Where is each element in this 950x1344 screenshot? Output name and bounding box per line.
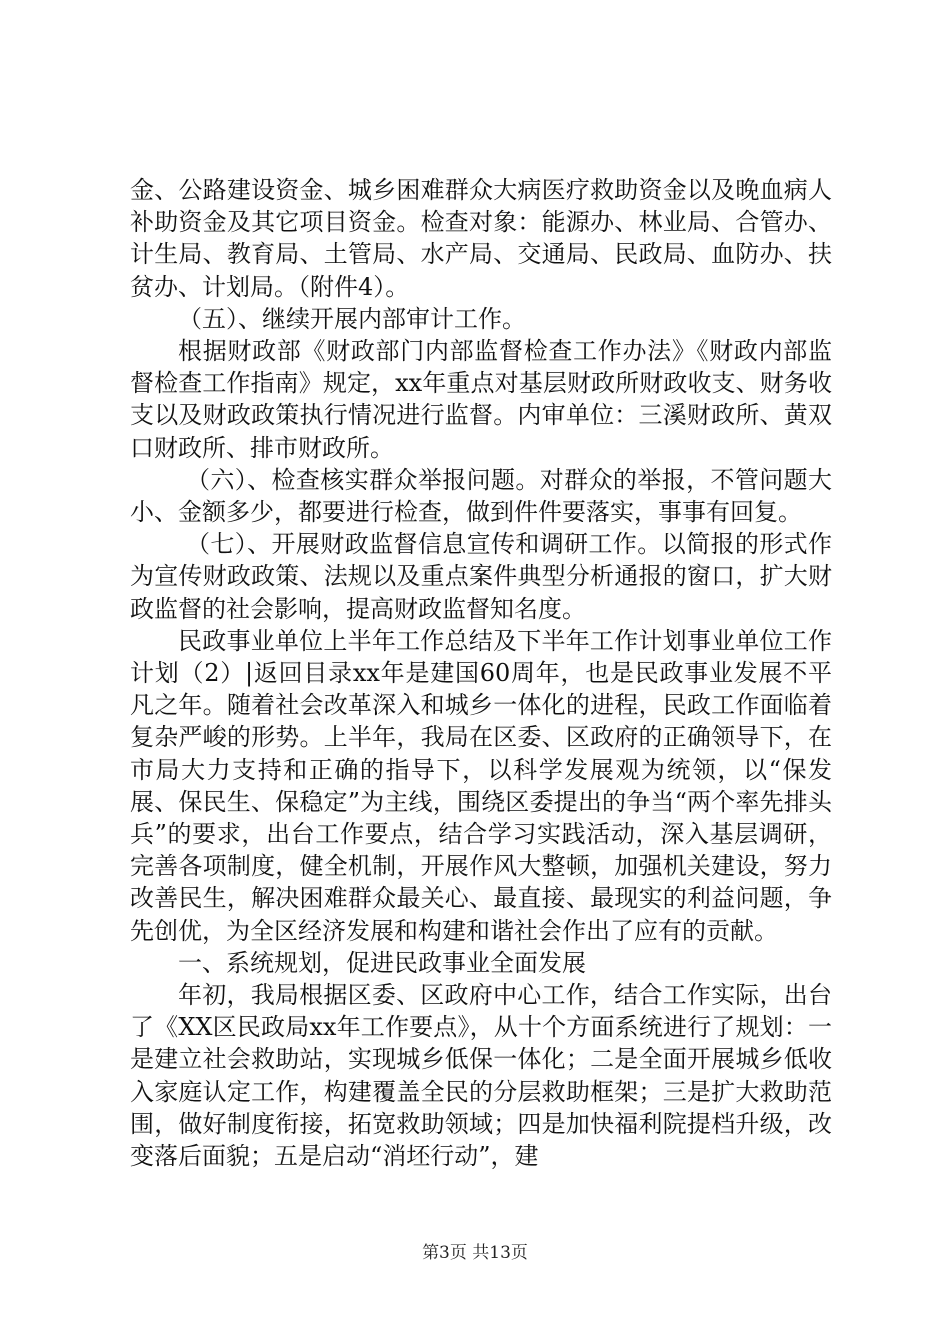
paragraph-planning: 年初，我局根据区委、区政府中心工作，结合工作实际，出台了《XX区民政局xx年工作要点》，从十个方面系统进行了规划：一是建立社会救助站，实现城乡低保一体化；二是全面开展城乡低收入家庭认定工作，构建覆盖全民的分层救助框架；三是扩大救助范围，做好制度衔接，拓宽救助领域；四是加快福利院提档升级，改变落后面貌；五是启动“消坯行动”，建	[130, 981, 832, 1171]
section-heading-planning: 一、系统规划，促进民政事业全面发展	[178, 948, 586, 977]
page-number-footer: 第3页 共13页	[422, 1243, 528, 1263]
section-heading-internal-audit: （五）、继续开展内部审计工作。	[178, 304, 526, 333]
paragraph-publicity-research: （七）、开展财政监督信息宣传和调研工作。以简报的形式作为宣传财政政策、法规以及重点案件典型分析通报的窗口，扩大财政监督的社会影响，提高财政监督知名度。	[130, 530, 832, 623]
paragraph-internal-audit: 根据财政部《财政部门内部监督检查工作办法》《财政内部监督检查工作指南》规定，xx年重点对基层财政所财政收支、财务收支以及财政政策执行情况进行监督。内审单位：三溪财政所、黄双口财政所、排市财政所。	[130, 337, 832, 462]
paragraph-public-reports: （六）、检查核实群众举报问题。对群众的举报，不管问题大小、金额多少，都要进行检查，做到件件要落实，事事有回复。	[130, 465, 832, 527]
paragraph-funds-continuation: 金、公路建设资金、城乡困难群众大病医疗救助资金以及晚血病人补助资金及其它项目资金。检查对象：能源办、林业局、合管办、计生局、教育局、土管局、水产局、交通局、民政局、血防办、扶贫办、计划局。（附件4）。	[130, 176, 832, 301]
paragraph-civil-affairs-summary: 民政事业单位上半年工作总结及下半年工作计划事业单位工作计划（2）|返回目录xx年是建国60周年，也是民政事业发展不平凡之年。随着社会改革深入和城乡一体化的进程，民政工作面临着复杂严峻的形势。上半年，我局在区委、区政府的正确领导下，在市局大力支持和正确的指导下，以科学发展观为统领，以“保发展、保民生、保稳定”为主线，围绕区委提出的争当“两个率先排头兵”的要求，出台工作要点，结合学习实践活动，深入基层调研，完善各项制度，健全机制，开展作风大整顿，加强机关建设，努力改善民生，解决困难群众最关心、最直接、最现实的利益问题，争先创优，为全区经济发展和构建和谐社会作出了应有的贡献。	[130, 626, 832, 945]
document-body	[130, 174, 832, 1172]
